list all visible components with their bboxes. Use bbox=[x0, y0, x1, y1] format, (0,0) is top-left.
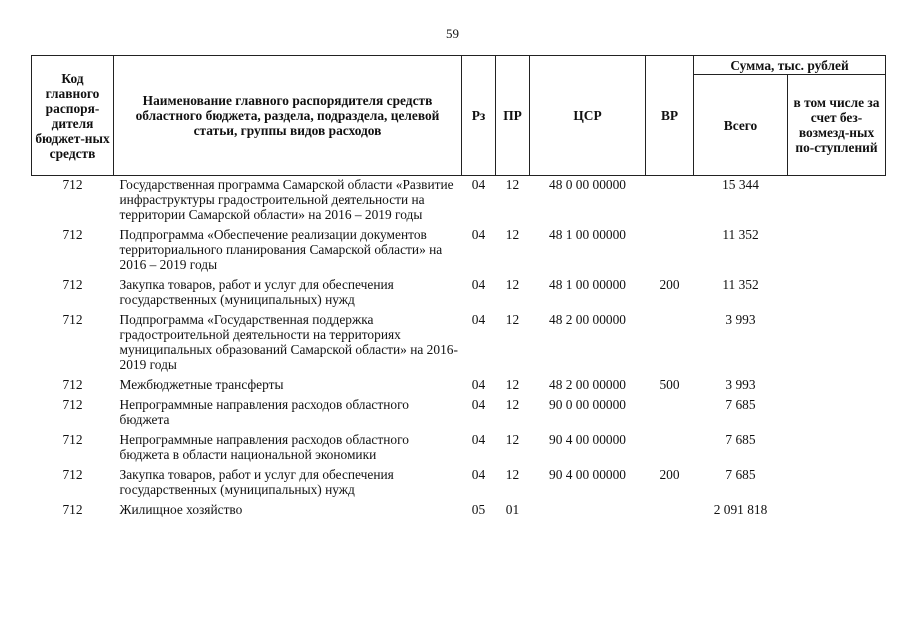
cell-total: 7 685 bbox=[725, 432, 756, 447]
cell-incl bbox=[788, 431, 886, 466]
cell-vr bbox=[646, 176, 694, 227]
cell-name: Межбюджетные трансферты bbox=[119, 377, 284, 392]
cell-csr: 48 2 00 00000 bbox=[549, 377, 626, 392]
cell-incl bbox=[788, 176, 886, 227]
cell-csr: 90 0 00 00000 bbox=[549, 397, 626, 412]
cell-rz: 04 bbox=[471, 227, 486, 242]
header-sum-group: Сумма, тыс. рублей bbox=[694, 56, 886, 75]
cell-vr bbox=[646, 396, 694, 431]
header-total: Всего bbox=[694, 75, 788, 176]
cell-pr: 12 bbox=[505, 397, 520, 412]
cell-csr: 90 4 00 00000 bbox=[549, 467, 626, 482]
cell-rz: 04 bbox=[471, 467, 486, 482]
cell-csr: 90 4 00 00000 bbox=[549, 432, 626, 447]
page-number: 59 bbox=[446, 26, 459, 41]
cell-code: 712 bbox=[62, 177, 83, 192]
table-row bbox=[32, 176, 886, 227]
cell-csr bbox=[530, 501, 646, 521]
cell-rz: 04 bbox=[471, 397, 486, 412]
cell-incl bbox=[788, 501, 886, 521]
cell-incl bbox=[788, 376, 886, 396]
table-row bbox=[32, 396, 886, 431]
cell-name: Подпрограмма «Государственная поддержка градостроительной деятельности на территориях муниципальных образований Самарской области» на 2016-2019 годы bbox=[119, 312, 458, 372]
cell-name: Жилищное хозяйство bbox=[119, 502, 243, 517]
cell-vr: 200 bbox=[659, 467, 680, 482]
header-csr: ЦСР bbox=[530, 56, 646, 176]
cell-code: 712 bbox=[62, 227, 83, 242]
cell-total: 11 352 bbox=[722, 227, 759, 242]
cell-rz: 05 bbox=[471, 502, 486, 517]
cell-incl bbox=[788, 466, 886, 501]
cell-total: 3 993 bbox=[725, 312, 756, 327]
table-row bbox=[32, 311, 886, 376]
cell-csr: 48 2 00 00000 bbox=[549, 312, 626, 327]
cell-vr bbox=[646, 226, 694, 276]
cell-csr: 48 1 00 00000 bbox=[549, 227, 626, 242]
table-row bbox=[32, 276, 886, 311]
cell-name: Непрограммные направления расходов областного бюджета в области национальной экономики bbox=[119, 432, 409, 462]
cell-vr: 500 bbox=[659, 377, 680, 392]
cell-vr bbox=[646, 311, 694, 376]
cell-vr bbox=[646, 501, 694, 521]
table-row bbox=[32, 376, 886, 396]
cell-incl bbox=[788, 226, 886, 276]
cell-rz: 04 bbox=[471, 312, 486, 327]
table-row bbox=[32, 226, 886, 276]
cell-total: 7 685 bbox=[725, 397, 756, 412]
budget-table bbox=[31, 55, 886, 521]
cell-incl bbox=[788, 276, 886, 311]
table-row bbox=[32, 431, 886, 466]
cell-rz: 04 bbox=[471, 177, 486, 192]
cell-rz: 04 bbox=[471, 277, 486, 292]
cell-code: 712 bbox=[62, 277, 83, 292]
cell-pr: 01 bbox=[505, 502, 520, 517]
cell-rz: 04 bbox=[471, 377, 486, 392]
cell-rz: 04 bbox=[471, 432, 486, 447]
header-vr: ВР bbox=[646, 56, 694, 176]
header-rz: Рз bbox=[462, 56, 496, 176]
cell-pr: 12 bbox=[505, 467, 520, 482]
header-pr: ПР bbox=[496, 56, 530, 176]
cell-csr: 48 1 00 00000 bbox=[549, 277, 626, 292]
header-incl: в том числе за счет без-возмезд-ных по-ступлений bbox=[788, 75, 886, 176]
cell-total: 3 993 bbox=[725, 377, 756, 392]
cell-code: 712 bbox=[62, 467, 83, 482]
cell-name: Закупка товаров, работ и услуг для обеспечения государственных (муниципальных) нужд bbox=[119, 467, 394, 497]
cell-incl bbox=[788, 311, 886, 376]
cell-name: Непрограммные направления расходов областного бюджета bbox=[119, 397, 409, 427]
cell-incl bbox=[788, 396, 886, 431]
cell-name: Государственная программа Самарской области «Развитие инфраструктуры градостроительной деятельности на территории Самарской области» на 2016 – 2019 годы bbox=[119, 177, 454, 222]
header-code: Код главного распоря-дителя бюджет-ных средств bbox=[32, 56, 114, 176]
cell-pr: 12 bbox=[505, 377, 520, 392]
cell-pr: 12 bbox=[505, 277, 520, 292]
header-name: Наименование главного распорядителя средств областного бюджета, раздела, подраздела, целевой статьи, группы видов расходов bbox=[114, 56, 462, 176]
cell-name: Закупка товаров, работ и услуг для обеспечения государственных (муниципальных) нужд bbox=[119, 277, 394, 307]
cell-code: 712 bbox=[62, 377, 83, 392]
cell-csr: 48 0 00 00000 bbox=[549, 177, 626, 192]
cell-total: 7 685 bbox=[725, 467, 756, 482]
cell-code: 712 bbox=[62, 432, 83, 447]
cell-pr: 12 bbox=[505, 227, 520, 242]
cell-total: 2 091 818 bbox=[713, 502, 768, 517]
cell-vr: 200 bbox=[659, 277, 680, 292]
cell-code: 712 bbox=[62, 502, 83, 517]
cell-pr: 12 bbox=[505, 312, 520, 327]
table-row bbox=[32, 501, 886, 521]
cell-vr bbox=[646, 431, 694, 466]
cell-code: 712 bbox=[62, 312, 83, 327]
cell-pr: 12 bbox=[505, 432, 520, 447]
cell-pr: 12 bbox=[505, 177, 520, 192]
table-row bbox=[32, 466, 886, 501]
cell-name: Подпрограмма «Обеспечение реализации документов территориального планирования Самарской области» на 2016 – 2019 годы bbox=[119, 227, 443, 272]
cell-code: 712 bbox=[62, 397, 83, 412]
cell-total: 15 344 bbox=[722, 177, 759, 192]
cell-total: 11 352 bbox=[722, 277, 759, 292]
